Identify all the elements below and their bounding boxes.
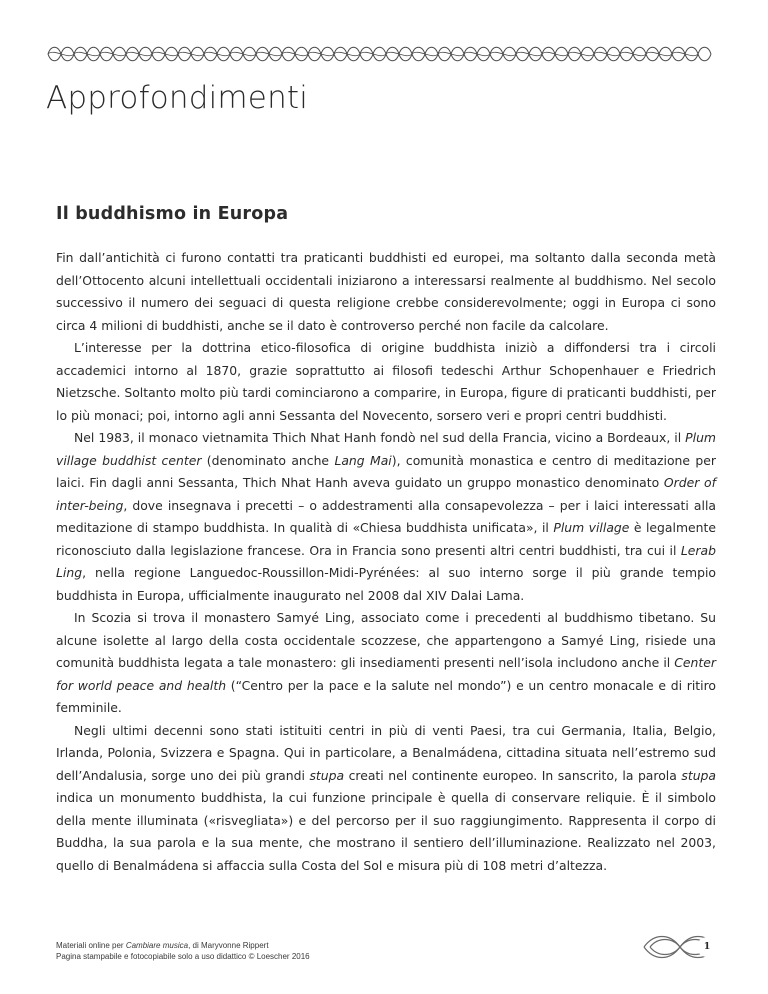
text-run: , dove insegnava i precetti – o addestramenti alla consapevolezza – per i laici interessati alla meditazione di stampo buddhista. In qualità di «Chiesa buddhista unificata», il <box>56 497 716 535</box>
footer-prefix: Materiali online per <box>56 941 126 950</box>
paragraph <box>56 720 716 878</box>
text-run: , nella regione Languedoc-Roussillon-Midi-Pyrénées: al suo interno sorge il più grande tempio buddhista in Europa, ufficialmente inaugurato nel 2008 dal XIV Dalai Lama. <box>56 565 716 603</box>
text-run: è legalmente riconosciuto dalla legislazione francese. Ora in Francia sono presenti altri centri buddhisti, tra cui il <box>56 520 716 558</box>
article-body <box>56 247 716 877</box>
text-run: Negli ultimi decenni sono stati istituiti centri in più di venti Paesi, tra cui Germania, Italia, Belgio, Irlanda, Polonia, Svizzera e Spagna. Qui in particolare, a Benalmádena, cittadina situata nell’estremo sud dell’Andalusia, sorge uno dei più grandi <box>56 722 716 783</box>
italic-term: Lerab Ling <box>56 542 716 580</box>
paragraph <box>56 337 716 427</box>
page-title: Approfondimenti <box>46 80 309 116</box>
paragraph <box>56 427 716 607</box>
section-heading: Il buddhismo in Europa <box>56 204 289 224</box>
text-run: In Scozia si trova il monastero Samyé Ling, associato come i precedenti al buddhismo tibetano. Su alcune isolette al largo della costa occidentale scozzese, che appartengono a Samyé Ling, risiede una comunità buddhista legata a tale monastero: gli insediamenti presenti nell’isola includono anche il <box>56 610 716 670</box>
text-run: L’interesse per la dottrina etico-filosofica di origine buddhista iniziò a diffondersi tra i circoli accademici intorno al 1870, grazie soprattutto ai filosofi tedeschi Arthur Schopenhauer e Friedrich Nietzsche. Soltanto molto più tardi cominciarono a comparire, in Europa, figure di praticanti buddhisti, per lo più monaci; poi, intorno agli anni Sessanta del Novecento, sorsero veri e propri centri buddhisti. <box>56 340 716 423</box>
footer-credits <box>56 940 310 962</box>
italic-term: Center for world peace and health <box>56 655 716 693</box>
footer-book-title: Cambiare musica <box>125 941 189 950</box>
text-run: (“Centro per la pace e la salute nel mondo”) e un centro monacale e di ritiro femminile. <box>56 677 716 715</box>
paragraph <box>56 247 716 337</box>
text-run: creati nel continente europeo. In sanscrito, la parola <box>344 767 682 783</box>
text-run: Fin dall’antichità ci furono contatti tra praticanti buddhisti ed europei, ma soltanto dalla seconda metà dell’Ottocento alcuni intellettuali occidentali iniziarono a interessarsi realmente al buddhismo. Nel secolo successivo il numero dei seguaci di questa religione crebbe considerevolmente; oggi in Europa ci sono circa 4 milioni di buddhisti, anche se il dato è controverso perché non facile da calcolare. <box>56 250 716 333</box>
footer-author: , di Maryvonne Rippert <box>188 941 269 950</box>
footer-line-1 <box>56 940 310 951</box>
page-number: 1 <box>703 941 711 952</box>
text-run: ), comunità monastica e centro di meditazione per laici. Fin dagli anni Sessanta, Thich Nhat Hanh aveva guidato un gruppo monastico denominato <box>56 452 716 490</box>
text-run: indica un monumento buddhista, la cui funzione principale è quella di conservare reliquie. È il simbolo della mente illuminata («risvegliata») e del percorso per il suo raggiungimento. Rappresenta il corpo di Buddha, la sua parola e la sua mente, che mostrano il sentiero dell’illuminazione. Realizzato nel 2003, quello di Benalmádena si affaccia sulla Costa del Sol e misura più di 108 metri d’altezza. <box>56 790 716 873</box>
italic-term: Order of inter-being <box>56 475 717 513</box>
paragraph <box>56 607 716 720</box>
text-run: (denominato anche <box>201 452 335 468</box>
italic-term: stupa <box>309 767 345 783</box>
italic-term: Plum village buddhist center <box>56 430 716 468</box>
italic-term: Plum village <box>553 520 630 535</box>
chain-loops-border-icon <box>46 42 722 66</box>
italic-term: stupa <box>681 767 716 783</box>
italic-term: Lang Mai <box>334 452 392 468</box>
text-run: Nel 1983, il monaco vietnamita Thich Nhat Hanh fondò nel sud della Francia, vicino a Bordeaux, il <box>74 430 686 445</box>
footer-line-2: Pagina stampabile e fotocopiabile solo a uso didattico © Loescher 2016 <box>56 952 310 961</box>
